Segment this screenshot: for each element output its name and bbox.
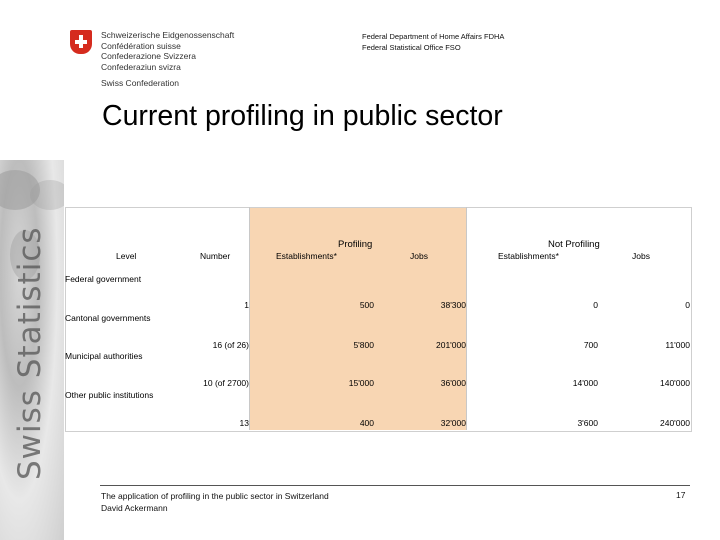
footer-divider — [100, 485, 690, 486]
cell-jobs-not-profiling: 11'000 — [665, 340, 690, 350]
cell-establishments-profiling: 15'000 — [348, 378, 374, 388]
cell-number: 10 (of 2700) — [203, 378, 249, 388]
sidebar-brand-text: Swiss Statistics — [12, 226, 48, 480]
confederation-logo-text — [101, 30, 234, 89]
page-title: Current profiling in public sector — [102, 100, 503, 132]
photo-texture — [30, 180, 64, 210]
table-divider — [466, 207, 467, 430]
footer-text — [101, 490, 329, 514]
cell-establishments-not-profiling: 0 — [593, 300, 598, 310]
confederation-english: Swiss Confederation — [101, 78, 179, 89]
row-level-label: Cantonal governments — [65, 313, 151, 323]
confederation-line: Schweizerische Eidgenossenschaft — [101, 30, 235, 40]
cell-jobs-profiling: 38'300 — [440, 300, 466, 310]
confederation-line: Confederaziun svizra — [101, 61, 181, 72]
footer-presentation-title: The application of profiling in the public sector in Switzerland — [101, 491, 329, 501]
cell-jobs-profiling: 32'000 — [440, 418, 466, 428]
cell-establishments-not-profiling: 14'000 — [572, 378, 598, 388]
column-header-establishments-not-profiling: Establishments* — [498, 251, 559, 261]
row-level-label: Federal government — [65, 274, 142, 284]
column-header-jobs-not-profiling: Jobs — [632, 251, 650, 261]
cell-jobs-profiling: 201'000 — [436, 340, 466, 350]
cell-number: 1 — [244, 300, 249, 310]
cell-jobs-not-profiling: 0 — [685, 300, 690, 310]
column-header-establishments-profiling: Establishments* — [276, 251, 337, 261]
cell-establishments-profiling: 5'800 — [353, 340, 374, 350]
swiss-flag-icon — [70, 30, 92, 54]
column-header-level: Level — [116, 251, 137, 261]
row-level-label: Other public institutions — [65, 390, 154, 400]
cell-number: 16 (of 26) — [212, 340, 249, 350]
swiss-statistics-sidebar-image — [0, 160, 64, 540]
group-header-profiling: Profiling — [338, 239, 373, 250]
cell-establishments-profiling: 400 — [359, 418, 374, 428]
office-name: Federal Statistical Office FSO — [362, 42, 461, 52]
cell-jobs-not-profiling: 240'000 — [660, 418, 690, 428]
column-header-number: Number — [200, 251, 231, 261]
cell-jobs-profiling: 36'000 — [440, 378, 466, 388]
confederation-line: Confédération suisse — [101, 40, 181, 51]
cell-number: 13 — [239, 418, 249, 428]
cell-establishments-not-profiling: 3'600 — [577, 418, 598, 428]
footer-author: David Ackermann — [101, 503, 168, 513]
department-name: Federal Department of Home Affairs FDHA — [362, 32, 505, 41]
row-level-label: Municipal authorities — [65, 351, 143, 361]
group-header-not-profiling: Not Profiling — [548, 239, 600, 250]
table-divider — [249, 207, 250, 430]
cell-establishments-not-profiling: 700 — [583, 340, 598, 350]
confederation-line: Confederazione Svizzera — [101, 51, 196, 62]
column-header-jobs-profiling: Jobs — [410, 251, 428, 261]
department-header — [362, 32, 504, 53]
cell-jobs-not-profiling: 140'000 — [660, 378, 690, 388]
cell-establishments-profiling: 500 — [359, 300, 374, 310]
page-number: 17 — [676, 490, 686, 500]
